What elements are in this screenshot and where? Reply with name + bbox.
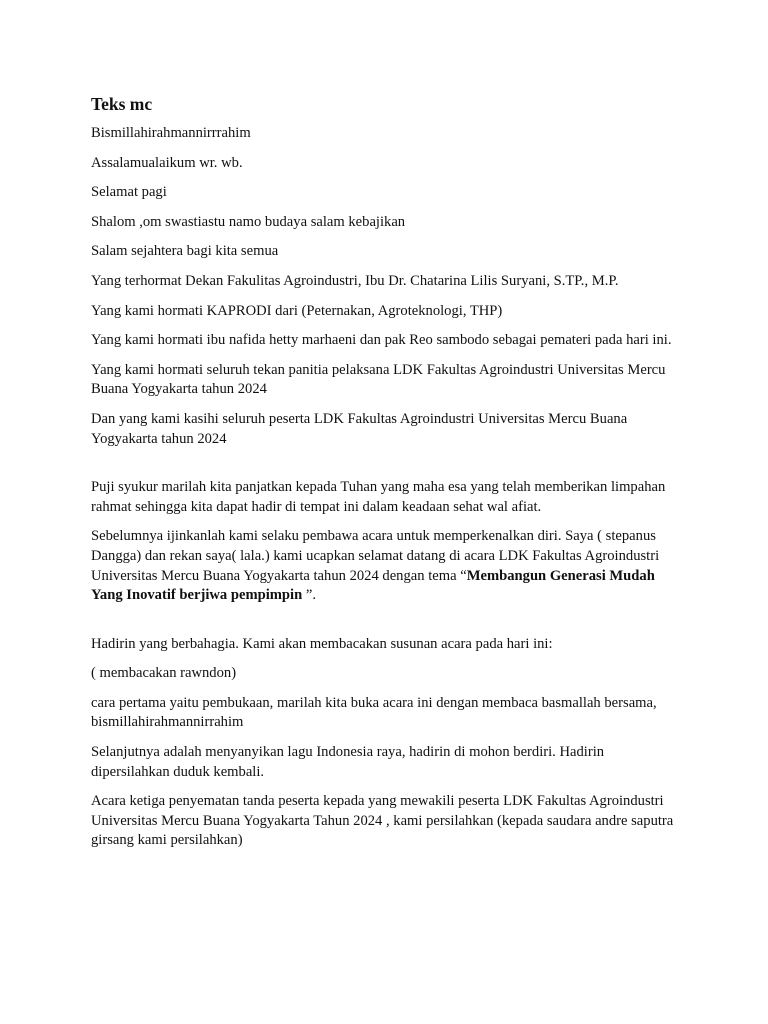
paragraph-introduction — [91, 527, 683, 605]
greeting-interfaith: Shalom ,om swastiastu namo budaya salam kebajikan — [91, 213, 406, 230]
paragraph-gap — [91, 616, 683, 635]
greeting-sejahtera: Salam sejahtera bagi kita semua — [91, 243, 279, 260]
paragraph-anthem-item: Selanjutnya adalah menyanyikan lagu Indonesia raya, hadirin di mohon berdiri. Hadirin dipersilahkan duduk kembali. — [91, 744, 605, 780]
honor-speakers: Yang kami hormati ibu nafida hetty marhaeni dan pak Reo sambodo sebagai pemateri pada hari ini. — [91, 332, 672, 349]
paragraph-agenda-intro: Hadirin yang berbahagia. Kami akan membacakan susunan acara pada hari ini: — [91, 635, 553, 652]
event-theme: Membangun Generasi Mudah Yang Inovatif berjiwa pempimpin — [91, 567, 655, 604]
honor-committee: Yang kami hormati seluruh tekan panitia pelaksana LDK Fakultas Agroindustri Universitas Mercu Buana Yogyakarta tahun 2024 — [91, 361, 666, 398]
paragraph-badge-item: Acara ketiga penyematan tanda peserta kepada yang mewakili peserta LDK Fakultas Agroindustri Universitas Mercu Buana Yogyakarta Tahun 2024 , kami persilahkan (kepada saudara andre saputra girsang kami persilahkan) — [91, 793, 674, 849]
honor-kaprodi: Yang kami hormati KAPRODI dari (Peternakan, Agroteknologi, THP) — [91, 302, 503, 319]
paragraph-rundown-note: ( membacakan rawndon) — [91, 665, 237, 682]
paragraph-opening-item: cara pertama yaitu pembukaan, marilah kita buka acara ini dengan membaca basmallah bersama, bismillahirahmannirrahim — [91, 694, 657, 731]
paragraph-gap — [91, 459, 683, 478]
honor-dean: Yang terhormat Dekan Fakulitas Agroindustri, Ibu Dr. Chatarina Lilis Suryani, S.TP., M.P. — [91, 272, 619, 289]
intro-text: Sebelumnya ijinkanlah kami selaku pembawa acara untuk memperkenalkan diri. Saya ( stepanus Dangga) dan rekan saya( lala.) kami ucapkan selamat datang di acara LDK Fakultas Agroindustri Universitas Mercu Buana Yogyakarta tahun 2024 dengan tema “ — [91, 528, 660, 584]
document-title: Teks mc — [91, 94, 153, 114]
greeting-morning: Selamat pagi — [91, 184, 167, 201]
document-body — [91, 92, 683, 861]
greeting-salam: Assalamualaikum wr. wb. — [91, 154, 243, 171]
opening-basmalah: Bismillahirahmannirrrahim — [91, 125, 251, 141]
paragraph-puji-syukur: Puji syukur marilah kita panjatkan kepada Tuhan yang maha esa yang telah memberikan limpahan rahmat sehingga kita dapat hadir di tempat ini dalam keadaan sehat wal afiat. — [91, 479, 666, 515]
intro-closing: ”. — [305, 587, 317, 604]
honor-participants: Dan yang kami kasihi seluruh peserta LDK Fakultas Agroindustri Universitas Mercu Buana Yogyakarta tahun 2024 — [91, 410, 628, 447]
